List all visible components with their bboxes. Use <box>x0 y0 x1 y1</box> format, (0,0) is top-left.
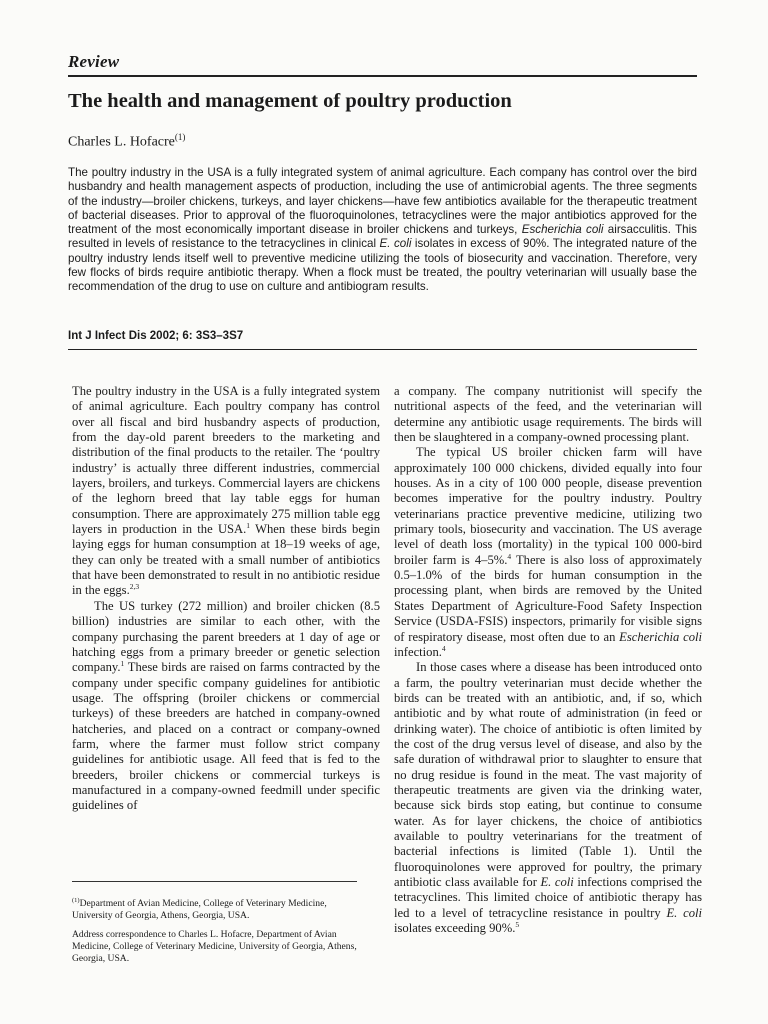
abstract <box>68 166 697 295</box>
paragraph: a company. The company nutritionist will specify the nutritional aspects of the feed, and the veterinarian will determine any antibiotic usage requirements. The birds will then be slaughtered in a company-owned processing plant. <box>394 384 702 445</box>
organism-name: E. coli <box>666 905 702 920</box>
paragraph-text: isolates exceeding 90%. <box>394 921 516 936</box>
reference-mark: 4 <box>441 643 446 653</box>
article-page <box>68 52 703 982</box>
paragraph-text: In those cases where a disease has been introduced onto a farm, the poultry veterinarian must decide whether the birds can be treated with an antibiotic, and, if so, which antibiotic and by what route of administration (in feed or drinking water). The choice of antibiotic is often limited by the cost of the drug versus level of disease, and also by the safe duration of withdrawal prior to slaughter to ensure that no drug residue is found in the meat. The vast majority of therapeutic treatments are given via the drinking water, because sick birds stop eating, but continue to consume water. As for layer chickens, the choice of antibiotics available to poultry veterinarians for the treatment of bacterial infections is limited (Table 1). Until the fluoroquinolones were approved for poultry, the primary antibiotic class available for <box>394 660 702 889</box>
footnotes <box>72 895 367 972</box>
section-label: Review <box>68 52 120 71</box>
left-column <box>72 384 380 814</box>
article-title: The health and management of poultry production <box>68 90 512 112</box>
correspondence-footnote: Address correspondence to Charles L. Hofacre, Department of Avian Medicine, College of Veterinary Medicine, University of Georgia, Athens, Georgia, USA. <box>72 929 357 965</box>
journal-citation: Int J Infect Dis 2002; 6: 3S3–3S7 <box>68 330 244 342</box>
reference-mark: 5 <box>515 919 520 929</box>
organism-name: E. coli <box>540 875 574 889</box>
paragraph-text: The typical US broiler chicken farm will have approximately 100 000 chickens, divided equally into four houses. As in a city of 100 000 people, disease prevention becomes imperative for the poultry industry. Poultry veterinarians practice preventive medicine, utilizing two primary tools, biosecurity and vaccination. The US average level of death loss (mortality) in the typical 100 000-bird broiler farm is 4–5%. <box>394 445 702 567</box>
paragraph-text: When these birds begin laying eggs for human consumption at 18–19 weeks of age, they can only be treated with a small number of antibiotics that have been demonstrated to result in no antibiotic residue in the eggs. <box>72 522 380 598</box>
reference-mark: 1 <box>120 659 125 668</box>
paragraph-text: infections comprised the tetracyclines. This limited choice of antibiotic therapy has led to a level of tetracycline resistance in poultry <box>394 875 703 920</box>
affiliation-text: Department of Avian Medicine, College of Veterinary Medicine, University of Georgia, Athens, Georgia, USA. <box>72 898 327 922</box>
footnote-rule <box>72 881 357 882</box>
abstract-text-1: The poultry industry in the USA is a fully integrated system of animal agriculture. Each company has control over the bird husbandry and health management aspects of production, including the use of antimicrobial agents. The three segments of the industry—broiler chickens, turkeys, and layer chickens—have few antibiotics available for the therapeutic treatment of bacterial diseases. Prior to approval of the fluoroquinolones, tetracyclines were the major antibiotics approved for the treatment of the most economically important disease in broiler chickens and turkeys, <box>68 166 697 237</box>
reference-mark: 1 <box>246 520 251 530</box>
abstract-text-3: isolates in excess of 90%. The integrated nature of the poultry industry lends itself well to preventive medicine utilizing the tools of biosecurity and vaccination. Therefore, very few flocks of birds require antibiotic therapy. When a flock must be treated, the poultry veterinarian will usually base the recommendation of the drug to use on culture and antibiogram results. <box>68 237 697 294</box>
paragraph-text: There is also loss of approximately 0.5–1.0% of the birds for human consumption in the processing plant, when birds are removed by the United States Department of Agriculture-Food Safety Inspection Service (USDA-FSIS) inspectors, primarily for visible signs of respiratory disease, most often due to an <box>394 552 703 644</box>
paragraph-text: The poultry industry in the USA is a fully integrated system of animal agriculture. Each poultry company has control over all fiscal and bird husbandry aspects of production, from the day-old parent breeders to the marketing and distribution of the final products to the retailer. The ‘poultry industry’ is actually three different industries, commercial layers, broilers, and turkeys. Commercial layers are chickens of the leghorn breed that lay table eggs for human consumption. There are approximately 275 million table egg layers in production in the USA. <box>72 384 380 537</box>
reference-mark: 2,3 <box>129 582 140 592</box>
abstract-text-2: airsacculitis. This resulted in levels of resistance to the tetracyclines in clinical <box>68 223 697 251</box>
organism-name: Escherichia coli <box>619 629 703 644</box>
abstract-organism-1: Escherichia coli <box>521 223 604 237</box>
reference-mark: 4 <box>507 551 512 561</box>
paragraph-text: infection. <box>394 644 442 659</box>
abstract-organism-2: E. coli <box>379 237 412 251</box>
paragraph <box>72 599 380 814</box>
affiliation-footnote <box>72 895 367 922</box>
abstract-rule <box>68 349 697 350</box>
paragraph-text: The US turkey (272 million) and broiler chicken (8.5 billion) industries are similar to each other, with the company purchasing the parent breeders at 1 day of age or hatching eggs from a primary breeder or genetic selection company. <box>72 598 380 675</box>
paragraph <box>72 384 380 599</box>
author-line <box>68 132 185 151</box>
paragraph-text: These birds are raised on farms contracted by the company under specific company guidelines for antibiotic usage. The offspring (broiler chickens or commercial turkeys) of these breeders are hatched in company-owned hatcheries, and placed on a contract or company-owned farm, where the farmer must follow strict company guidelines for antibiotic usage. All feed that is fed to the breeders, broiler chickens or commercial turkeys is manufactured in a company-owned feedmill under specific guidelines of <box>72 660 380 813</box>
author-affiliation-mark: (1) <box>174 132 186 142</box>
author-name: Charles L. Hofacre <box>68 134 175 150</box>
paragraph <box>394 445 702 660</box>
right-column <box>394 384 702 936</box>
affiliation-mark: (1) <box>72 897 80 904</box>
paragraph <box>394 660 702 936</box>
header-rule <box>68 75 697 77</box>
